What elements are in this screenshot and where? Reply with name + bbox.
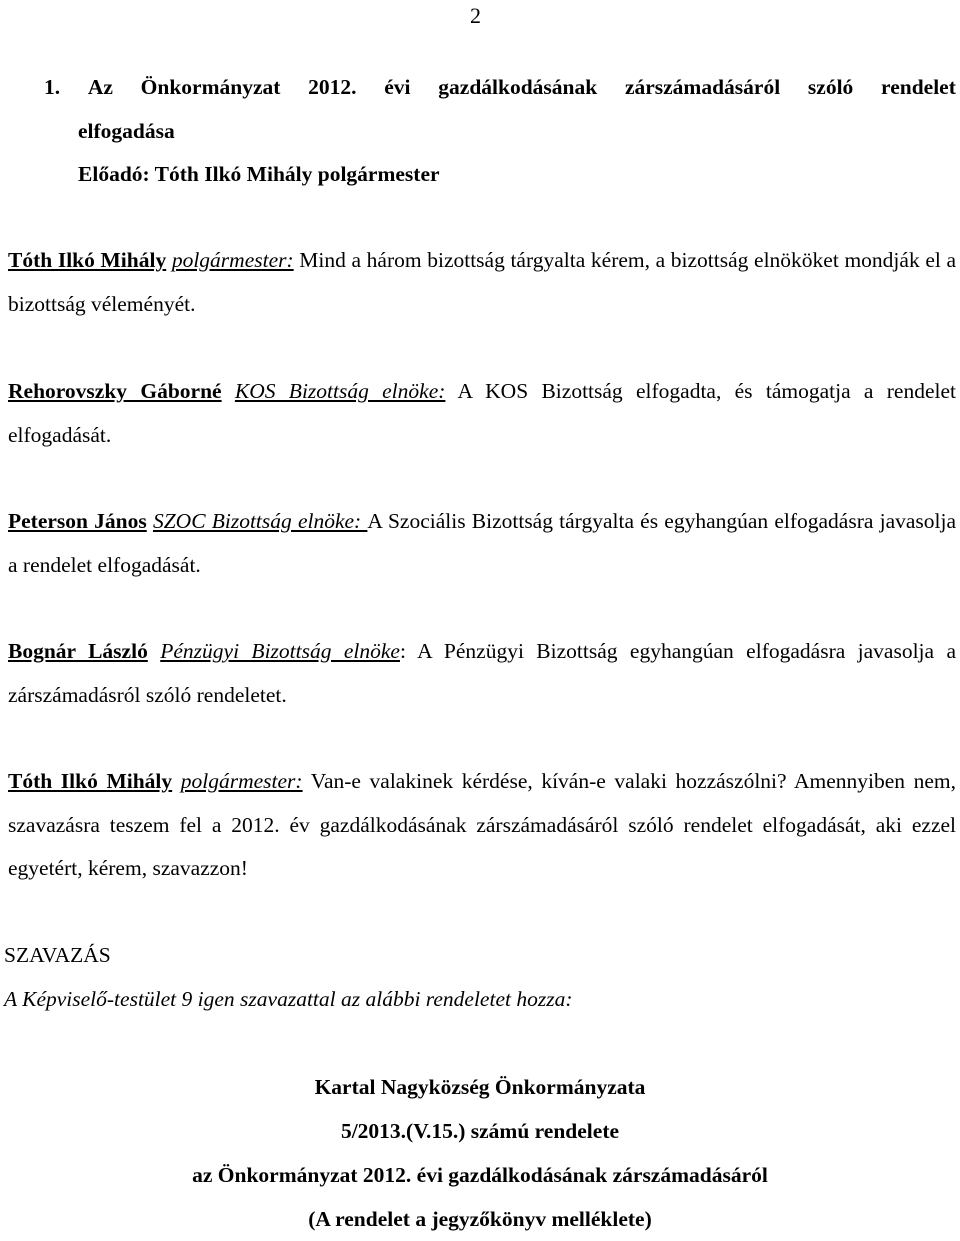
decree-issuer: Kartal Nagyközség Önkormányzata <box>314 1075 646 1099</box>
decree-subject: az Önkormányzat 2012. évi gazdálkodásának zárszámadásáról <box>192 1163 768 1187</box>
paragraph-mayor-intro <box>8 239 956 326</box>
agenda-number: 1. <box>44 75 61 99</box>
agenda-presenter: Előadó: Tóth Ilkó Mihály polgármester <box>78 162 440 186</box>
paragraph-text: Mind a három bizottság tárgyalta kérem, a bizottság elnököket mondják el a bizottság véleményét. <box>8 248 956 316</box>
page-number: 2 <box>470 3 481 28</box>
paragraph-text: A Szociális Bizottság tárgyalta és egyhangúan elfogadásra javasolja a rendelet elfogadását. <box>8 509 957 577</box>
decree-title <box>0 1065 960 1241</box>
paragraph-mayor-vote-call <box>8 760 956 891</box>
agenda-title-line2: elfogadása <box>78 118 175 143</box>
decree-number: 5/2013.(V.15.) számú rendelete <box>340 1119 620 1143</box>
vote-result: A Képviselő-testület 9 igen szavazattal az alábbi rendeletet hozza: <box>4 987 573 1011</box>
paragraph-finance-committee <box>8 630 956 717</box>
decree-note: (A rendelet a jegyzőkönyv melléklete) <box>308 1207 652 1231</box>
speaker-name: Tóth Ilkó Mihály <box>8 248 167 272</box>
vote-heading: SZAVAZÁS <box>4 943 111 967</box>
paragraph-text: A KOS Bizottság elfogadta, és támogatja a rendelet elfogadását. <box>8 379 956 447</box>
paragraph-kos-committee <box>8 370 956 457</box>
speaker-role: polgármester: <box>180 769 303 793</box>
paragraph-szoc-committee <box>8 500 956 587</box>
paragraph-text: Van-e valakinek kérdése, kíván-e valaki hozzászólni? Amennyiben nem, szavazásra teszem fel a 2012. év gazdálkodásának zárszámadásáról szóló rendelet elfogadását, aki ezzel egyetért, kérem, szavazzon! <box>8 769 957 880</box>
speaker-role: Pénzügyi Bizottság elnöke <box>160 639 400 663</box>
speaker-name: Rehorovszky Gáborné <box>8 379 222 403</box>
speaker-role: polgármester: <box>171 248 294 272</box>
paragraph-text: : A Pénzügyi Bizottság egyhangúan elfogadásra javasolja a zárszámadásról szóló rendeletet. <box>8 639 957 707</box>
speaker-role: KOS Bizottság elnöke: <box>234 379 446 403</box>
agenda-title-line1: 1. Az Önkormányzat 2012. évi gazdálkodásának zárszámadásáról szóló rendelet <box>44 66 956 110</box>
agenda-item-heading <box>44 66 956 197</box>
speaker-role: SZOC Bizottság elnöke: <box>152 509 368 533</box>
speaker-name: Bognár László <box>8 639 148 663</box>
speaker-name: Peterson János <box>8 509 147 533</box>
speaker-name: Tóth Ilkó Mihály <box>8 769 173 793</box>
